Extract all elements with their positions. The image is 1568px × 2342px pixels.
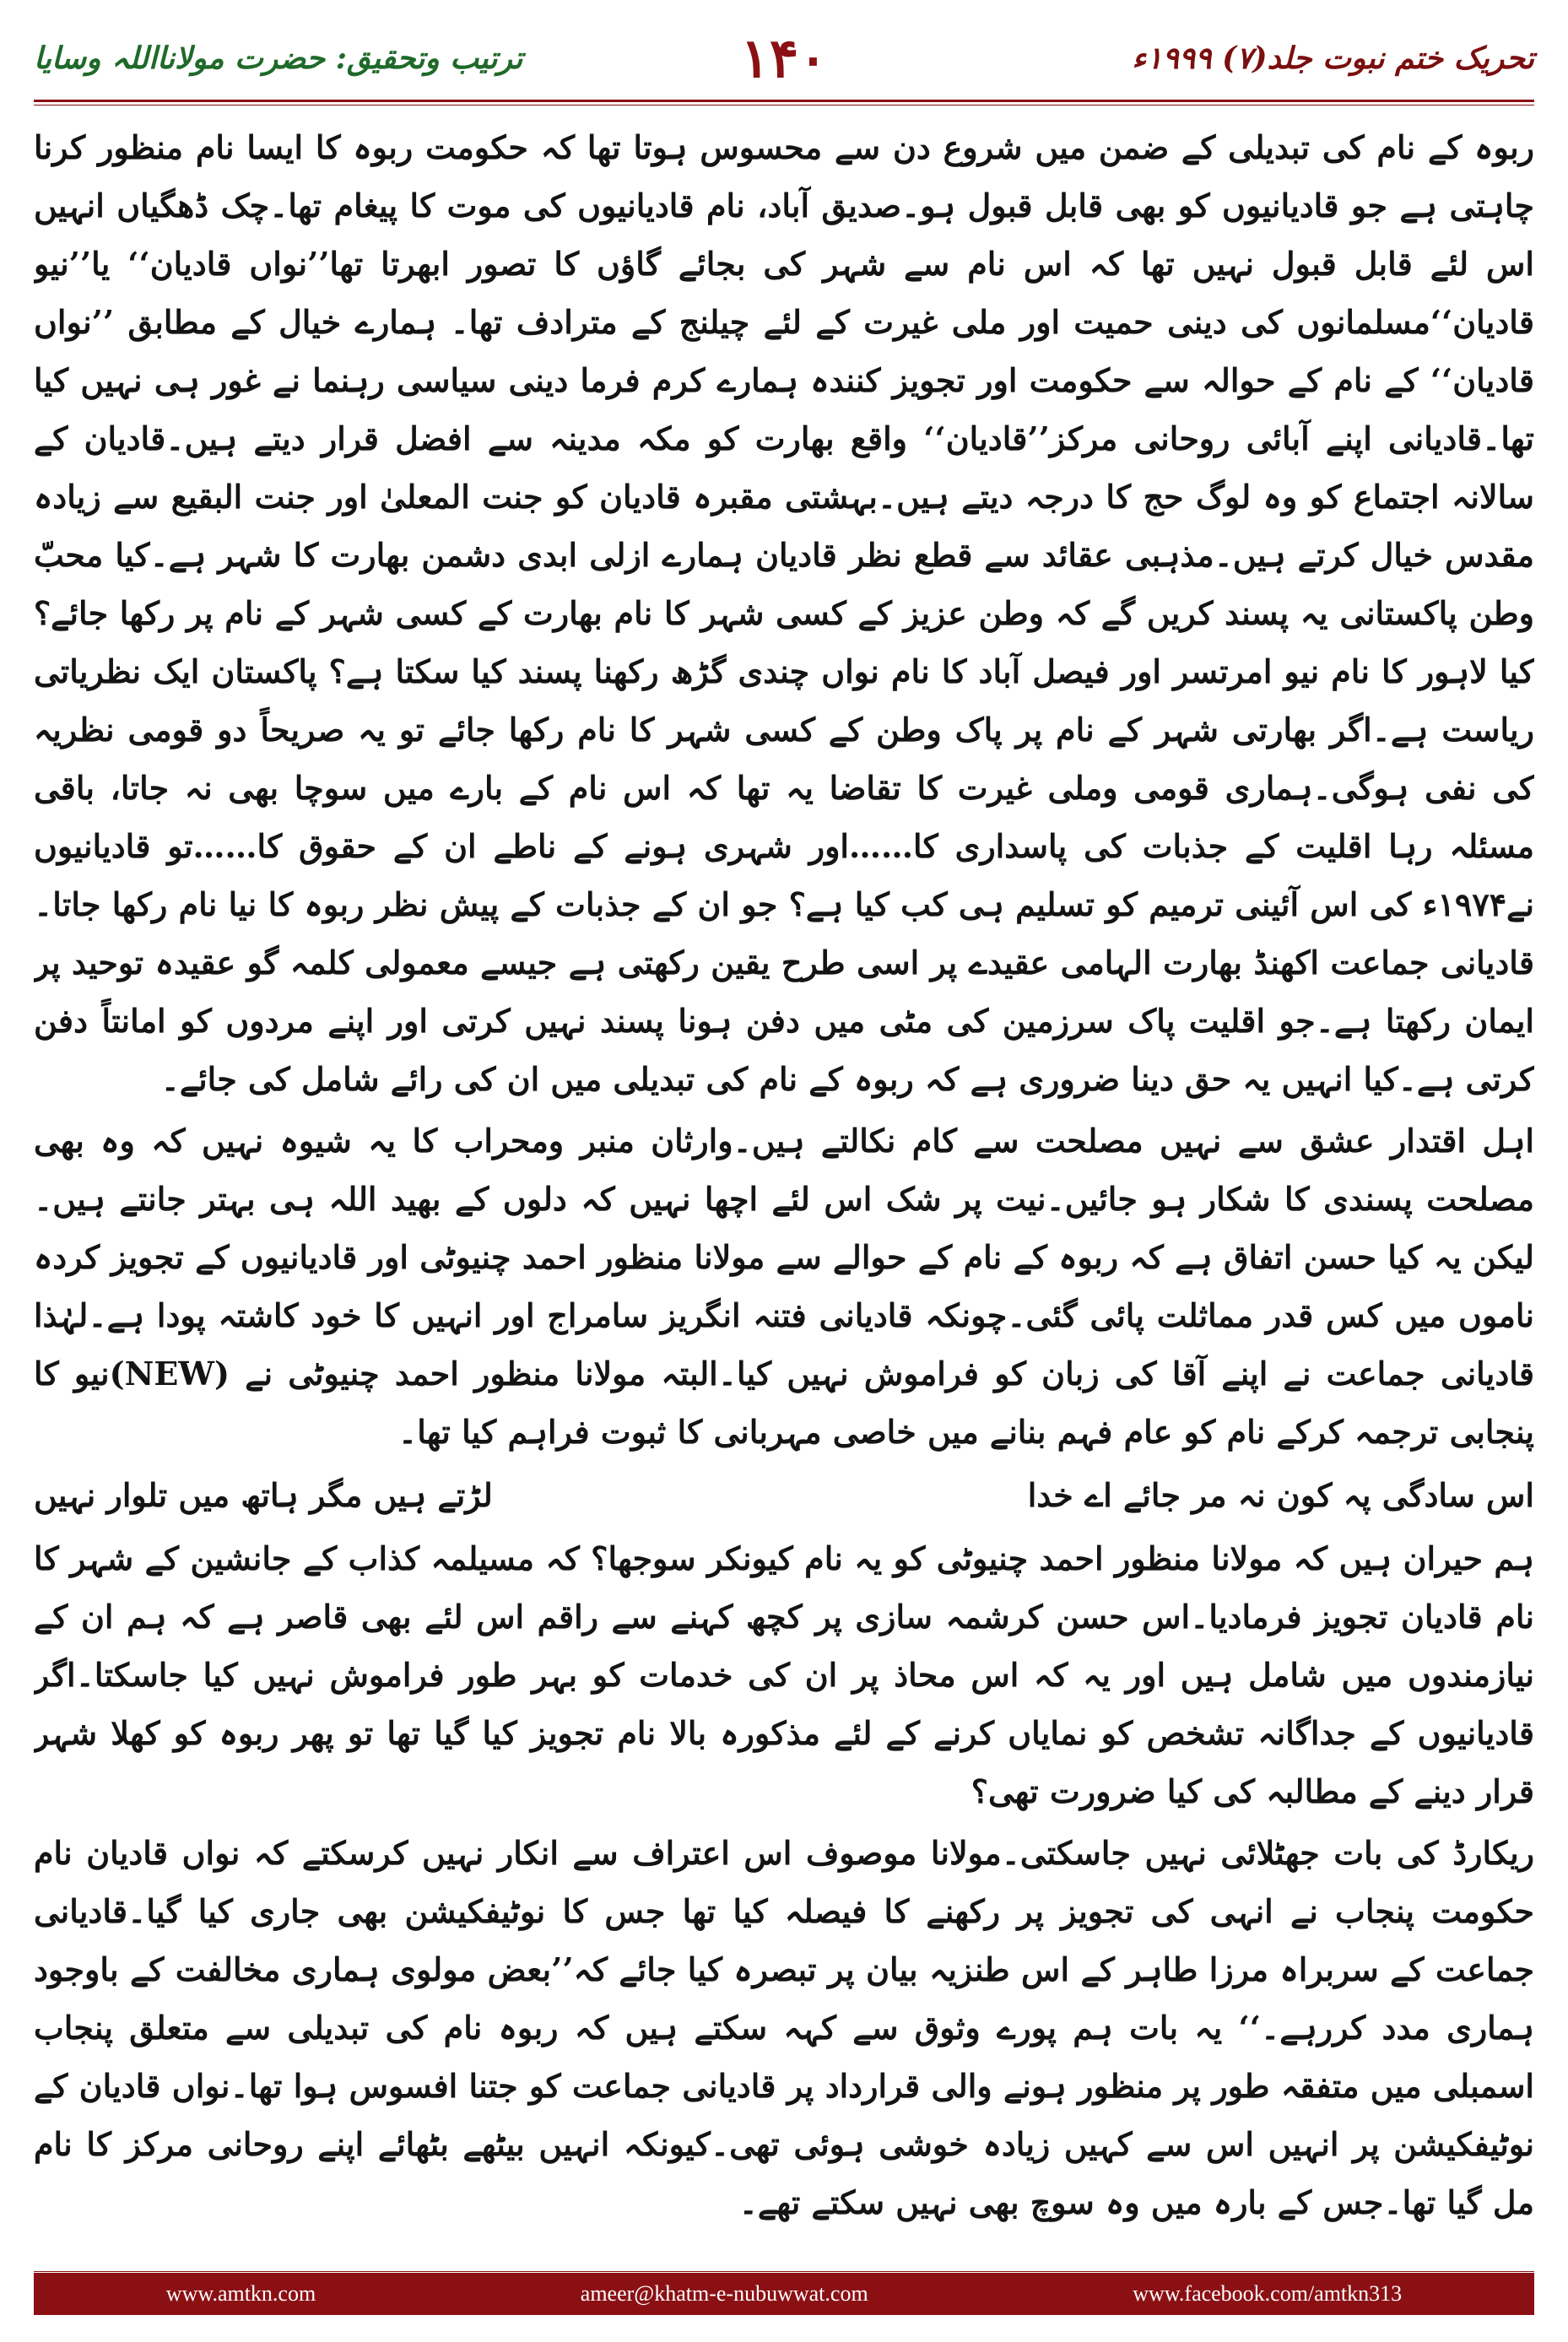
- paragraph-3: ہم حیران ہیں کہ مولانا منظور احمد چنیوٹی کو یہ نام کیونکر سوجھا؟ کہ مسیلمہ کذاب کے جانشین کے شہر کا نام قادیان تجویز فرمادیا۔اس حسن کرشمہ سازی پر کچھ کہنے سے راقم اس لئے بھی قاصر ہے کہ ہم ان کے نیازمندوں میں شامل ہیں اور یہ کہ اس محاذ پر ان کی خدمات کو بہر طور فراموش نہیں کیا جاسکتا۔اگر قادیانیوں کے جداگانہ تشخص کو نمایاں کرنے کے لئے مذکورہ بالا نام تجویز کیا گیا تھا تو پھر ربوہ کو کھلا شہر قرار دینے کے مطالبہ کی کیا ضرورت تھی؟: [34, 1539, 1534, 1810]
- footer-email-link[interactable]: ameer@khatm-e-nubuwwat.com: [580, 2281, 868, 2306]
- paragraph-2: اہل اقتدار عشق سے نہیں مصلحت سے کام نکالتے ہیں۔وارثان منبر ومحراب کا یہ شیوہ نہیں کہ وہ بھی مصلحت پسندی کا شکار ہو جائیں۔نیت پر شک اس لئے اچھا نہیں کہ دلوں کے بھید اللہ ہی بہتر جانتے ہیں۔لیکن یہ کیا حسن اتفاق ہے کہ ربوہ کے نام کے حوالے سے مولانا منظور احمد چنیوٹی اور قادیانیوں کے تجویز کردہ ناموں میں کس قدر مماثلت پائی گئی۔چونکہ قادیانی فتنہ انگریز سامراج اور انہیں کا خود کاشتہ پودا ہے۔لہٰذا قادیانی جماعت نے اپنے آقا کی زبان کو فراموش نہیں کیا۔البتہ مولانا منظور احمد چنیوٹی نے (NEW)نیو کا پنجابی ترجمہ کرکے نام کو عام فہم بنانے میں خاصی مہربانی کا ثبوت فراہم کیا تھا۔: [34, 1122, 1534, 1451]
- page-footer: [34, 2270, 1534, 2315]
- series-title: تحریک ختم نبوت جلد(۷) ۱۹۹۹ء: [1132, 41, 1534, 76]
- page-number: ۱۴۰: [740, 27, 828, 90]
- page-header: [34, 25, 1534, 101]
- couplet-second-hemistich: لڑتے ہیں مگر ہاتھ میں تلوار نہیں: [34, 1476, 493, 1514]
- header-rule: [34, 100, 1534, 102]
- couplet: [34, 1466, 1534, 1524]
- footer-website-link[interactable]: www.amtkn.com: [165, 2281, 316, 2306]
- paragraph-1: ربوہ کے نام کی تبدیلی کے ضمن میں شروع دن سے محسوس ہوتا تھا کہ حکومت ربوہ کا ایسا نام منظور کرنا چاہتی ہے جو قادیانیوں کو بھی قابل قبول ہو۔صدیق آباد، نام قادیانیوں کی موت کا پیغام تھا۔چک ڈھگیاں انہیں اس لئے قابل قبول نہیں تھا کہ اس نام سے شہر کی بجائے گاؤں کا تصور ابھرتا تھا’’نواں قادیان‘‘ یا’’نیو قادیان‘‘مسلمانوں کی دینی حمیت اور ملی غیرت کے لئے چیلنج کے مترادف تھا۔ ہمارے خیال کے مطابق ’’نواں قادیان‘‘ کے نام کے حوالہ سے حکومت اور تجویز کنندہ ہمارے کرم فرما دینی سیاسی رہنما نے غور ہی نہیں کیا تھا۔قادیانی اپنے آبائی روحانی مرکز’’قادیان‘‘ واقع بھارت کو مکہ مدینہ سے افضل قرار دیتے ہیں۔قادیان کے سالانہ اجتماع کو وہ لوگ حج کا درجہ دیتے ہیں۔بہشتی مقبرہ قادیان کو جنت المعلیٰ اور جنت البقیع سے زیادہ مقدس خیال کرتے ہیں۔مذہبی عقائد سے قطع نظر قادیان ہمارے ازلی ابدی دشمن بھارت کا شہر ہے۔کیا محبّ وطن پاکستانی یہ پسند کریں گے کہ وطن عزیز کے کسی شہر کا نام بھارت کے کسی شہر کے نام پر رکھا جائے؟ کیا لاہور کا نام نیو امرتسر اور فیصل آباد کا نام نواں چندی گڑھ رکھنا پسند کیا سکتا ہے؟ پاکستان ایک نظریاتی ریاست ہے۔اگر بھارتی شہر کے نام پر پاک وطن کے کسی شہر کا نام رکھا جائے تو یہ صریحاً دو قومی نظریہ کی نفی ہوگی۔ہماری قومی وملی غیرت کا تقاضا یہ تھا کہ اس نام کے بارے میں سوچا بھی نہ جاتا، باقی مسئلہ رہا اقلیت کے جذبات کی پاسداری کا……اور شہری ہونے کے ناطے ان کے حقوق کا……تو قادیانیوں نے۱۹۷۴ء کی اس آئینی ترمیم کو تسلیم ہی کب کیا ہے؟ جو ان کے جذبات کے پیش نظر ربوہ کا نیا نام رکھا جاتا۔قادیانی جماعت اکھنڈ بھارت الہامی عقیدے پر اسی طرح یقین رکھتی ہے جیسے معمولی کلمہ گو عقیدہ توحید پر ایمان رکھتا ہے۔جو اقلیت پاک سرزمین کی مٹی میں دفن ہونا پسند نہیں کرتی اور اپنے مردوں کو امانتاً دفن کرتی ہے۔کیا انہیں یہ حق دینا ضروری ہے کہ ربوہ کے نام کی تبدیلی میں ان کی رائے شامل کی جائے۔: [34, 128, 1534, 1098]
- editor-credit: ترتیب وتحقیق: حضرت مولانااللہ وسایا: [34, 41, 523, 76]
- paragraph-4: ریکارڈ کی بات جھٹلائی نہیں جاسکتی۔مولانا موصوف اس اعتراف سے انکار نہیں کرسکتے کہ نواں قادیان نام حکومت پنجاب نے انہی کی تجویز پر رکھنے کا فیصلہ کیا تھا جس کا نوٹیفکیشن بھی جاری کیا گیا۔قادیانی جماعت کے سربراہ مرزا طاہر کے اس طنزیہ بیان پر تبصرہ کیا جائے کہ’’بعض مولوی ہماری مخالفت کے باوجود ہماری مدد کررہے۔‘‘ یہ بات ہم پورے وثوق سے کہہ سکتے ہیں کہ ربوہ نام کی تبدیلی سے متعلق پنجاب اسمبلی میں متفقہ طور پر منظور ہونے والی قرارداد پر قادیانی جماعت کو جتنا افسوس ہوا تھا۔نواں قادیان کے نوٹیفکیشن پر انہیں اس سے کہیں زیادہ خوشی ہوئی تھی۔کیونکہ انہیں بیٹھے بٹھائے اپنے روحانی مرکز کا نام مل گیا تھا۔جس کے بارہ میں وہ سوچ بھی نہیں سکتے تھے۔: [34, 1834, 1534, 2221]
- page-body: [34, 118, 1534, 2241]
- couplet-first-hemistich: اس سادگی پہ کون نہ مر جائے اے خدا: [1027, 1476, 1534, 1514]
- footer-facebook-link[interactable]: www.facebook.com/amtkn313: [1133, 2281, 1403, 2306]
